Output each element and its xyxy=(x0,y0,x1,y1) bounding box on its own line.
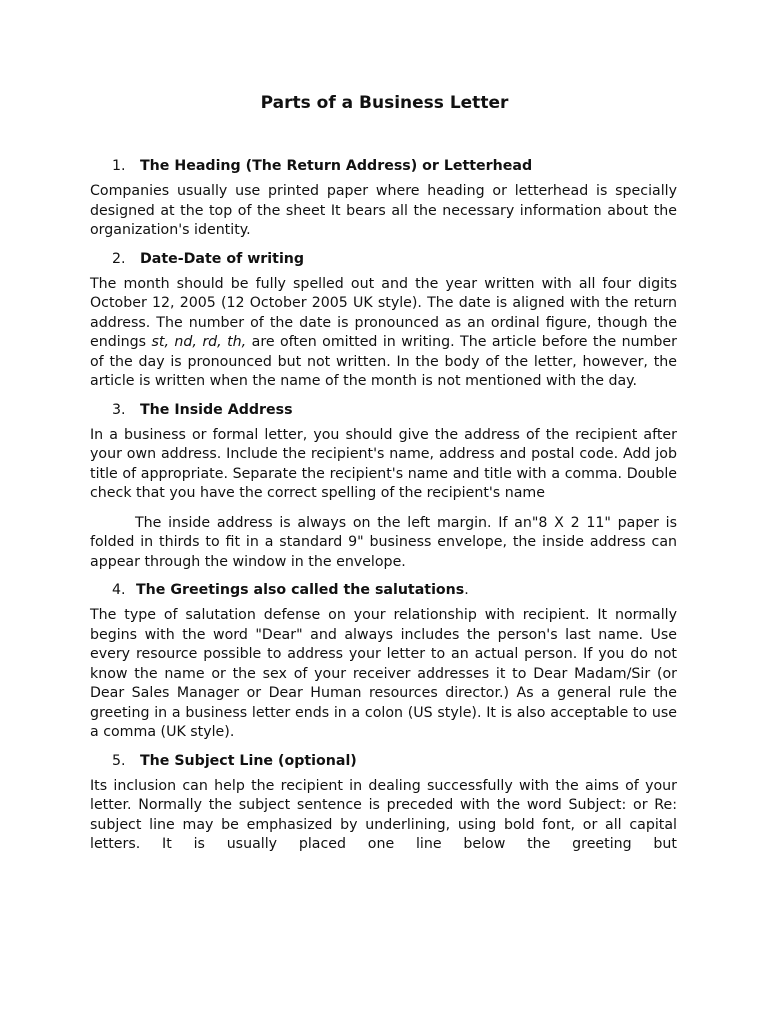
paragraph-text: The month should be fully spelled out and the year written with all four digits October 12, 2005 (12 October 2005 UK style). The date is aligned with the return address. The number of the date is pronounced as an ordinal figure, though the endings xyxy=(90,275,677,350)
section-title: The Subject Line (optional) xyxy=(140,752,357,769)
section-number: 2. xyxy=(112,250,126,267)
section-3-paragraph: In a business or formal letter, you should give the address of the recipient after your own address. Include the recipient's name, address and postal code. Add job title of appropriate. Separate the recipient's name and title with a comma. Double check that you have the correct spelling of the recipient's name xyxy=(90,426,677,501)
section-title: Date-Date of writing xyxy=(140,250,305,267)
section-heading-4 xyxy=(90,576,677,606)
section-title: The Heading (The Return Address) or Letterhead xyxy=(140,158,533,175)
section-title-suffix: . xyxy=(464,582,469,599)
document-page xyxy=(90,92,677,865)
section-heading-3 xyxy=(90,396,677,426)
section-5-paragraph: Its inclusion can help the recipient in dealing successfully with the aims of your letter. Normally the subject sentence is preceded with the word Subject: or Re: subject line may be emphasized by underlining, using bold font, or all capital letters. It is usually placed one line below the greeting but xyxy=(90,777,677,852)
page-title: Parts of a Business Letter xyxy=(260,93,509,113)
section-2-paragraph xyxy=(90,275,677,392)
section-1-paragraph: Companies usually use printed paper where heading or letterhead is specially designed at the top of the sheet It bears all the necessary information about the organization's identity. xyxy=(90,183,677,238)
section-number: 1. xyxy=(112,158,126,175)
section-number: 4. xyxy=(112,582,126,599)
section-3-paragraph-2: The inside address is always on the left margin. If an"8 X 2 11" paper is folded in thirds to fit in a standard 9" business envelope, the inside address can appear through the window in the envelope. xyxy=(90,514,677,570)
section-heading-2 xyxy=(90,245,677,275)
paragraph-text: are often omitted in writing. The article before the number of the day is pronounced but not written. In the body of the letter, however, the article is written when the name of the month is not mentioned with the day. xyxy=(90,334,677,389)
section-4-paragraph: The type of salutation defense on your relationship with recipient. It normally begins with the word "Dear" and always includes the person's last name. Use every resource possible to address your letter to an actual person. If you do not know the name or the sex of your receiver addresses it to Dear Madam/Sir (or Dear Sales Manager or Dear Human resources director.) As a general rule the greeting in a business letter ends in a colon (US style). It is also acceptable to use a comma (UK style). xyxy=(90,607,677,740)
section-heading-1 xyxy=(90,152,677,182)
section-number: 3. xyxy=(112,401,126,418)
section-heading-5 xyxy=(90,747,677,777)
ordinal-endings: st, nd, rd, th, xyxy=(151,334,247,350)
section-title: The Greetings also called the salutations xyxy=(136,582,465,599)
section-title: The Inside Address xyxy=(140,401,293,418)
section-number: 5. xyxy=(112,752,126,769)
